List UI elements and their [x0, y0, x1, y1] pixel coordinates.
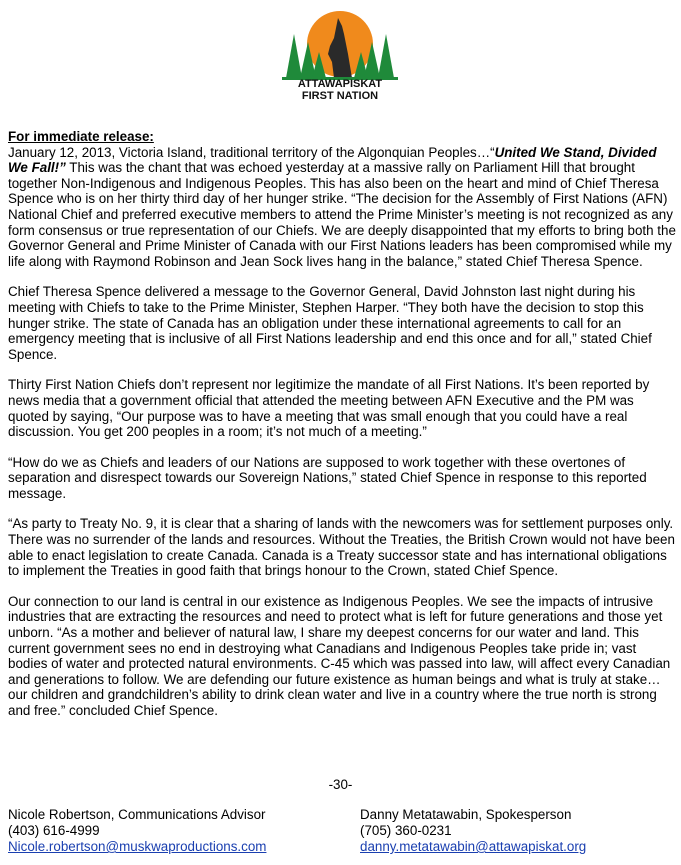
contact-2-email-link[interactable]: danny.metatawabin@attawapiskat.org [360, 839, 587, 854]
paragraph-1-emphasis: United We Stand, Divided We Fall!” [8, 144, 657, 176]
contact-1-phone: (403) 616-4999 [8, 823, 100, 838]
contact-1-name: Nicole Robertson, Communications Advisor [8, 807, 266, 822]
paragraph-4: “How do we as Chiefs and leaders of our Nations are supposed to work together with these overtones of separation and disrespect towards our Sovereign Nations,” stated Chief Spence in response to this reported message. [8, 454, 647, 501]
logo-wordmark [272, 78, 408, 102]
logo-line-1: ATTAWAPISKAT [297, 78, 383, 90]
paragraph-1 [8, 145, 676, 270]
paragraph-3: Thirty First Nation Chiefs don’t represent nor legitimize the mandate of all First Nations. It’s been reported by news media that a government official that attended the meeting between AFN Executive and the PM was quoted by saying, “Our purpose was to have a meeting that was small enough that you could have a real discussion. You get 200 peoples in a room; it’s not much of a meeting.” [8, 377, 650, 440]
logo-line-2: FIRST NATION [301, 90, 379, 102]
release-heading: For immediate release: [8, 129, 154, 144]
contact-block-2 [360, 807, 586, 855]
contact-2-phone: (705) 360-0231 [360, 823, 452, 838]
contact-2-name: Danny Metatawabin, Spokesperson [360, 807, 572, 822]
paragraph-1-rest: This was the chant that was echoed yesterday at a massive rally on Parliament Hill that brought together Non-Indigenous and Indigenous Peoples. This has also been on the heart and mind of Chief Theresa Spence who is on her thirty third day of her hunger strike. “The decision for the Assembly of First Nations (AFN) National Chief and preferred executive members to attend the Prime Minister’s meeting is not recognized as any form consensus or true representation of our Chiefs. We are deeply disappointed that my efforts to bring both the Governor General and Prime Minister of Canada with our First Nations leaders has been compromised while my life along with Raymond Robinson and Jean Sock lives hang in the balance,” stated Chief Theresa Spence. [8, 160, 676, 269]
contact-block-1 [8, 807, 266, 855]
paragraph-1-intro: January 12, 2013, Victoria Island, traditional territory of the Algonquian Peoples…“ [8, 144, 495, 160]
press-release-body [8, 129, 676, 734]
paragraph-2: Chief Theresa Spence delivered a message to the Governor General, David Johnston last night during his meeting with Chiefs to take to the Prime Minister, Stephen Harper. “They both have the decision to stop this hunger strike. The state of Canada has an obligation under these international agreements to call for an emergency meeting that is inclusive of all First Nations leadership and end this once and for all,” stated Chief Spence. [8, 284, 652, 362]
paragraph-6: Our connection to our land is central in our existence as Indigenous Peoples. We see the impacts of intrusive industries that are extracting the resources and need to protect what is left for future generations and those yet unborn. “As a mother and believer of natural law, I share my deepest concerns for our water and land. This current government sees no end in destroying what Canadians and Indigenous Peoples take pride in; vast bodies of water and protected natural environments. C-45 which was passed into law, will affect every Canadian and generations to follow. We are defending our future existence as human beings and what is truly at stake…our children and grandchildren’s ability to drink clean water and live in a country where the true north is strong and free.” concluded Chief Spence. [8, 593, 671, 718]
end-marker: -30- [328, 777, 353, 792]
contact-1-email-link[interactable]: Nicole.robertson@muskwaproductions.com [8, 839, 267, 854]
paragraph-5: “As party to Treaty No. 9, it is clear that a sharing of lands with the newcomers was for settlement purposes only. There was no surrender of the lands and resources. Without the Treaties, the British Crown would not have been able to enact legislation to create Canada. Canada is a Treaty successor state and has international obligations to implement the Treaties in good faith that brings honour to the Crown, stated Chief Spence. [8, 516, 675, 579]
